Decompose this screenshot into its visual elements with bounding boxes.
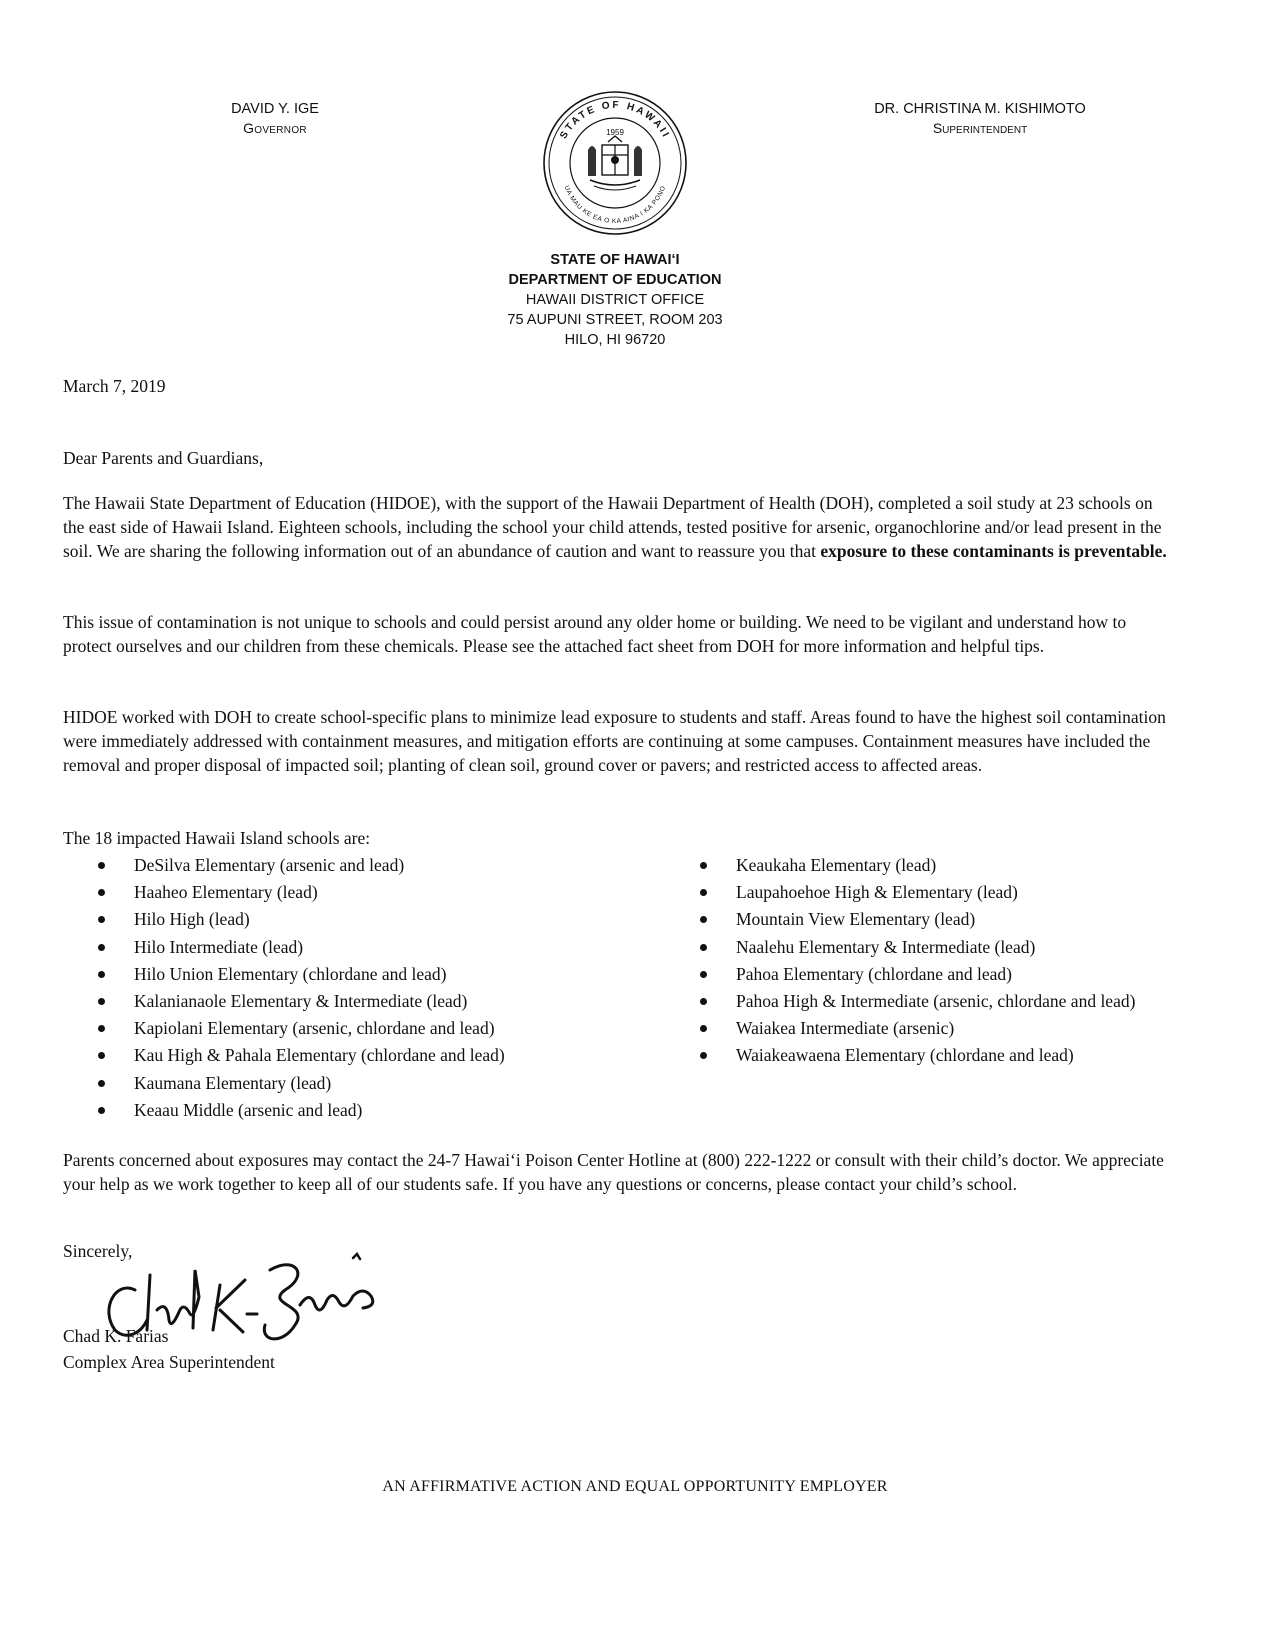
paragraph-4: Parents concerned about exposures may contact the 24-7 Hawai‘i Poison Center Hotline at (800) 222-1222 or consult with their child’s doctor. We appreciate your help as we work together to keep all of our students safe. If you have any questions or concerns, please contact your child’s school. xyxy=(63,1150,1164,1194)
list-item: DeSilva Elementary (arsenic and lead) xyxy=(98,852,658,879)
paragraph-1-text: The Hawaii State Department of Education (HIDOE), with the support of the Hawaii Department of Health (DOH), completed a soil study at 23 schools on the east side of Hawaii Island. Eighteen schools, including the school your child attends, tested positive for arsenic, organochlorine and/or lead present in the soil. We are sharing the following information out of an abundance of caution and want to reassure you that xyxy=(63,493,1162,561)
list-item: Hilo High (lead) xyxy=(98,906,658,933)
list-item: Waiakeawaena Elementary (chlordane and lead) xyxy=(700,1042,1170,1069)
list-item: Naalehu Elementary & Intermediate (lead) xyxy=(700,934,1170,961)
schools-list-intro: The 18 impacted Hawaii Island schools are: xyxy=(63,828,371,848)
list-item: Pahoa Elementary (chlordane and lead) xyxy=(700,961,1170,988)
salutation: Dear Parents and Guardians, xyxy=(63,448,264,468)
list-item: Keaukaha Elementary (lead) xyxy=(700,852,1170,879)
agency-office: HAWAII DISTRICT OFFICE xyxy=(525,292,705,308)
agency-address xyxy=(420,250,810,350)
agency-street: 75 AUPUNI STREET, ROOM 203 xyxy=(507,312,723,328)
seal-top-text: STATE OF HAWAII xyxy=(558,99,672,141)
list-item: Hilo Intermediate (lead) xyxy=(98,934,658,961)
seal-year: 1959 xyxy=(606,128,624,137)
seal-icon xyxy=(542,90,688,236)
list-item: Keaau Middle (arsenic and lead) xyxy=(98,1097,658,1124)
list-item: Laupahoehoe High & Elementary (lead) xyxy=(700,879,1170,906)
superintendent-block xyxy=(840,100,1120,138)
superintendent-name: DR. CHRISTINA M. KISHIMOTO xyxy=(874,101,1086,117)
closing: Sincerely, xyxy=(63,1241,133,1261)
schools-list-right xyxy=(700,852,1170,1070)
list-item: Hilo Union Elementary (chlordane and lead) xyxy=(98,961,658,988)
footer-statement: AN AFFIRMATIVE ACTION AND EQUAL OPPORTUNITY EMPLOYER xyxy=(382,1478,888,1495)
svg-text:UA MAU KE EA O KA AINA I KA PO xyxy=(563,185,668,225)
list-item: Kaumana Elementary (lead) xyxy=(98,1070,658,1097)
paragraph-1 xyxy=(63,491,1173,563)
list-item: Waiakea Intermediate (arsenic) xyxy=(700,1015,1170,1042)
schools-list-left xyxy=(98,852,658,1124)
signer-title: Complex Area Superintendent xyxy=(63,1352,275,1372)
paragraph-3: HIDOE worked with DOH to create school-specific plans to minimize lead exposure to students and staff. Areas found to have the highest soil contamination were immediately addressed with containment measures, and mitigation efforts are continuing at some campuses. Containment measures have included the removal and proper disposal of impacted soil; planting of clean soil, ground cover or pavers; and restricted access to affected areas. xyxy=(63,707,1166,775)
letter-date: March 7, 2019 xyxy=(63,376,166,396)
paragraph-2: This issue of contamination is not unique to schools and could persist around any older home or building. We need to be vigilant and understand how to protect ourselves and our children from these chemicals. Please see the attached fact sheet from DOH for more information and helpful tips. xyxy=(63,612,1127,656)
list-item: Kapiolani Elementary (arsenic, chlordane and lead) xyxy=(98,1015,658,1042)
agency-state: STATE OF HAWAI‘I xyxy=(550,252,680,268)
signer-name: Chad K. Farias xyxy=(63,1326,169,1346)
agency-city: HILO, HI 96720 xyxy=(564,332,666,348)
governor-block xyxy=(200,100,350,138)
list-item: Mountain View Elementary (lead) xyxy=(700,906,1170,933)
list-item: Pahoa High & Intermediate (arsenic, chlordane and lead) xyxy=(700,988,1170,1015)
governor-title: Governor xyxy=(243,120,307,136)
list-item: Kalanianaole Elementary & Intermediate (lead) xyxy=(98,988,658,1015)
state-seal-logo xyxy=(542,90,688,236)
list-item: Haaheo Elementary (lead) xyxy=(98,879,658,906)
seal-motto: UA MAU KE EA O KA AINA I KA PONO xyxy=(562,184,668,226)
agency-department: DEPARTMENT OF EDUCATION xyxy=(508,272,722,288)
paragraph-1-emphasis: exposure to these contaminants is preventable. xyxy=(820,541,1167,561)
list-item: Kau High & Pahala Elementary (chlordane and lead) xyxy=(98,1042,658,1069)
superintendent-title: Superintendent xyxy=(932,120,1028,136)
governor-name: DAVID Y. IGE xyxy=(231,101,319,117)
